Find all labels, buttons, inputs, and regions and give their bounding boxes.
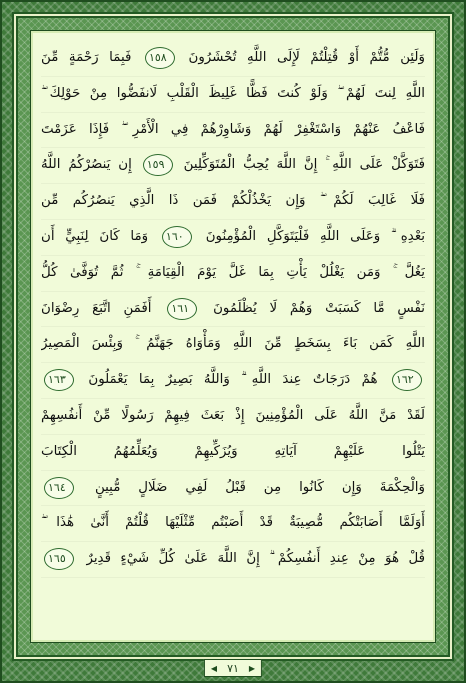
verse-text: أَفَمَنِ اتَّبَعَ رِضْوَانَ — [41, 300, 152, 316]
text-line — [41, 77, 425, 113]
verse-text: لَقَدْ مَنَّ اللَّهُ عَلَى الْمُؤْمِنِينَ إِذْ بَعَثَ فِيهِمْ رَسُولًا مِّنْ أَنفُسِهِمْ — [41, 407, 425, 423]
verse-text: يَتْلُوا عَلَيْهِمْ آيَاتِهِ وَيُزَكِّيهِمْ وَيُعَلِّمُهُمُ الْكِتَابَ — [41, 443, 425, 459]
verse-text: أَوَلَمَّا أَصَابَتْكُم مُّصِيبَةٌ قَدْ أَصَبْتُم مِّثْلَيْهَا قُلْتُمْ أَنَّىٰ هَٰذَا ۖ — [41, 515, 425, 531]
text-line — [41, 363, 425, 399]
prev-page-arrow-icon[interactable]: ◀ — [210, 663, 218, 673]
verse-text: اللَّهِ لِنتَ لَهُمْ ۖ وَلَوْ كُنتَ فَظًّا غَلِيظَ الْقَلْبِ لَانفَضُّوا مِنْ حَوْلِكَ ۖ — [41, 85, 425, 101]
text-line — [41, 471, 425, 507]
verse-text: إِن يَنصُرْكُمُ اللَّهُ — [41, 157, 132, 173]
verse-text: وَالْحِكْمَةَ وَإِن كَانُوا مِن قَبْلُ لَفِي ضَلَالٍ مُّبِينٍ — [94, 479, 425, 495]
verse-text: اللَّهِ كَمَن بَاءَ بِسَخَطٍ مِّنَ اللَّهِ وَمَأْوَاهُ جَهَنَّمُ ۚ وَبِئْسَ الْمَصِيرُ — [41, 336, 425, 352]
verse-number-marker: ١٦٠ — [162, 226, 192, 248]
page-number: ٧١ — [227, 661, 239, 675]
verse-text: يَغُلَّ ۚ وَمَن يَغْلُلْ يَأْتِ بِمَا غَلَّ يَوْمَ الْقِيَامَةِ ۚ ثُمَّ تُوَفَّىٰ كُلُّ — [41, 264, 425, 280]
verse-number-marker: ١٥٩ — [143, 154, 173, 176]
text-line — [41, 148, 425, 184]
text-line — [41, 220, 425, 256]
verse-text: وَمَا كَانَ لِنَبِيٍّ أَن — [41, 228, 149, 244]
text-line — [41, 41, 425, 77]
verse-number-marker: ١٥٨ — [145, 47, 175, 69]
text-line — [41, 435, 425, 471]
text-line — [41, 256, 425, 292]
next-page-arrow-icon[interactable]: ▶ — [248, 663, 256, 673]
text-line — [41, 506, 425, 542]
text-line — [41, 184, 425, 220]
verse-text: وَلَئِن مُّتُّمْ أَوْ قُتِلْتُمْ لَإِلَى اللَّهِ تُحْشَرُونَ — [188, 50, 425, 65]
verse-text: قُلْ هُوَ مِنْ عِندِ أَنفُسِكُمْ ۗ إِنَّ اللَّهَ عَلَىٰ كُلِّ شَيْءٍ قَدِيرٌ — [86, 551, 425, 567]
text-line — [41, 292, 425, 328]
verse-lines — [41, 41, 425, 578]
verse-text: نَفْسٍ مَّا كَسَبَتْ وَهُمْ لَا يُظْلَمُونَ — [213, 300, 425, 316]
verse-number-marker: ١٦٥ — [44, 548, 74, 570]
text-line — [41, 113, 425, 149]
verse-text: فَاعْفُ عَنْهُمْ وَاسْتَغْفِرْ لَهُمْ وَشَاوِرْهُمْ فِي الْأَمْرِ ۖ فَإِذَا عَزَمْتَ — [41, 121, 425, 137]
verse-number-marker: ١٦٣ — [44, 369, 74, 391]
text-line — [41, 399, 425, 435]
verse-text: هُمْ دَرَجَاتٌ عِندَ اللَّهِ ۗ وَاللَّهُ بَصِيرٌ بِمَا يَعْمَلُونَ — [88, 372, 378, 388]
verse-number-marker: ١٦١ — [167, 298, 197, 320]
page-footer — [204, 659, 262, 677]
verse-number-marker: ١٦٤ — [44, 477, 74, 499]
quran-text-panel — [30, 30, 436, 643]
text-line — [41, 542, 425, 578]
verse-text: فَلَا غَالِبَ لَكُمْ ۖ وَإِن يَخْذُلْكُمْ فَمَن ذَا الَّذِي يَنصُرُكُم مِّن — [41, 193, 425, 209]
verse-text: بَعْدِهِ ۗ وَعَلَى اللَّهِ فَلْيَتَوَكَّلِ الْمُؤْمِنُونَ — [205, 228, 425, 244]
verse-text: فَتَوَكَّلْ عَلَى اللَّهِ ۚ إِنَّ اللَّهَ يُحِبُّ الْمُتَوَكِّلِينَ — [183, 157, 425, 173]
verse-number-marker: ١٦٢ — [392, 369, 422, 391]
text-line — [41, 327, 425, 363]
verse-text: فَبِمَا رَحْمَةٍ مِّنَ — [41, 50, 132, 65]
